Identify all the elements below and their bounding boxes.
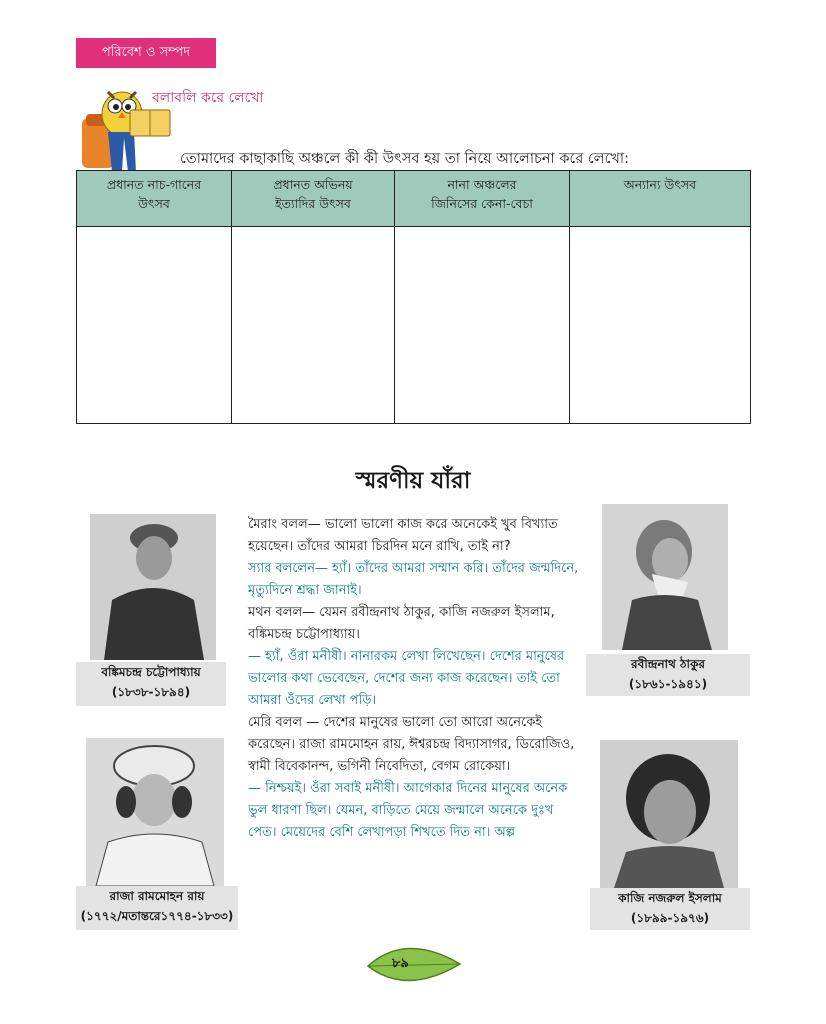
dialogue-paragraph: — নিশ্চয়ই। ওঁরা সবাই মনীষী। আগেকার দিনের মানুষের অনেক ভুল ধারণা ছিল। যেমন, বাড়িতে মেয়ে জন্মালে অনেকে দুঃখ পেত। মেয়েদের বেশি লেখাপড়া শিখতে দিত না। অল্প bbox=[248, 781, 568, 840]
page-number: ৮৯ bbox=[392, 956, 409, 971]
chapter-tag: পরিবেশ ও সম্পদ bbox=[76, 38, 216, 68]
leaf-icon bbox=[366, 942, 462, 992]
portrait-rabindranath bbox=[602, 504, 728, 650]
table-header: প্রধানত অভিনয় ইত্যাদির উৎসব bbox=[232, 171, 395, 227]
table-cell[interactable] bbox=[232, 227, 395, 424]
portrait-caption: কাজি নজরুল ইসলাম (১৮৯৯-১৯৭৬) bbox=[590, 888, 750, 930]
portrait-caption: রবীন্দ্রনাথ ঠাকুর (১৮৬১-১৯৪১) bbox=[586, 654, 750, 696]
dialogue-paragraph: মৈরাং বলল— ভালো ভালো কাজ করে অনেকেই খুব বিখ্যাত হয়েছেন। তাঁদের আমরা চিরদিন মনে রাখি, তাই না? bbox=[248, 517, 558, 554]
table-header: নানা অঞ্চলের জিনিসের কেনা-বেচা bbox=[395, 171, 570, 227]
table-header: অন্যান্য উৎসব bbox=[570, 171, 751, 227]
festival-table bbox=[76, 170, 751, 424]
portrait-rammohan bbox=[86, 738, 224, 886]
portrait-nazrul bbox=[600, 740, 738, 888]
dialogue-paragraph: মেরি বলল — দেশের মানুষের ভালো তো আরো অনেকেই করেছেন। রাজা রামমোহন রায়, ঈশ্বরচন্দ্র বিদ্যাসাগর, ডিরোজিও, স্বামী বিবেকানন্দ, ভগিনী নিবেদিতা, বেগম রোকেয়া। bbox=[248, 715, 575, 774]
dialogue-paragraph: স্যার বললেন— হ্যাঁ। তাঁদের আমরা সম্মান করি। তাঁদের জন্মদিনে, মৃত্যুদিনে শ্রদ্ধা জানাই। bbox=[248, 561, 579, 598]
instruction-text: তোমাদের কাছাকাছি অঞ্চলে কী কী উৎসব হয় তা নিয়ে আলোচনা করে লেখো: bbox=[180, 151, 630, 167]
dialogue-paragraph: — হ্যাঁ, ওঁরা মনীষী। নানারকম লেখা লিখেছেন। দেশের মানুষের ভালোর কথা ভেবেছেন, দেশের জন্য কাজ করেছেন। তাই তো আমরা ওঁদের লেখা পড়ি। bbox=[248, 649, 565, 708]
portrait-caption: বঙ্কিমচন্দ্র চট্টোপাধ্যায় (১৮৩৮-১৮৯৪) bbox=[76, 662, 226, 706]
portrait-caption: রাজা রামমোহন রায় (১৭৭২/মতান্তরে১৭৭৪-১৮৩৩) bbox=[76, 886, 238, 930]
table-header: প্রধানত নাচ-গানের উৎসব bbox=[77, 171, 232, 227]
table-cell[interactable] bbox=[570, 227, 751, 424]
table-cell[interactable] bbox=[395, 227, 570, 424]
table-cell[interactable] bbox=[77, 227, 232, 424]
section-label: বলাবলি করে লেখো bbox=[152, 90, 264, 106]
dialogue-paragraph: মথন বলল— যেমন রবীন্দ্রনাথ ঠাকুর, কাজি নজরুল ইসলাম, বঙ্কিমচন্দ্র চট্টোপাধ্যায়। bbox=[248, 605, 555, 642]
dialogue-text bbox=[248, 514, 582, 844]
portrait-bankim bbox=[90, 514, 216, 660]
section-title: স্মরণীয় যাঁরা bbox=[355, 468, 471, 494]
